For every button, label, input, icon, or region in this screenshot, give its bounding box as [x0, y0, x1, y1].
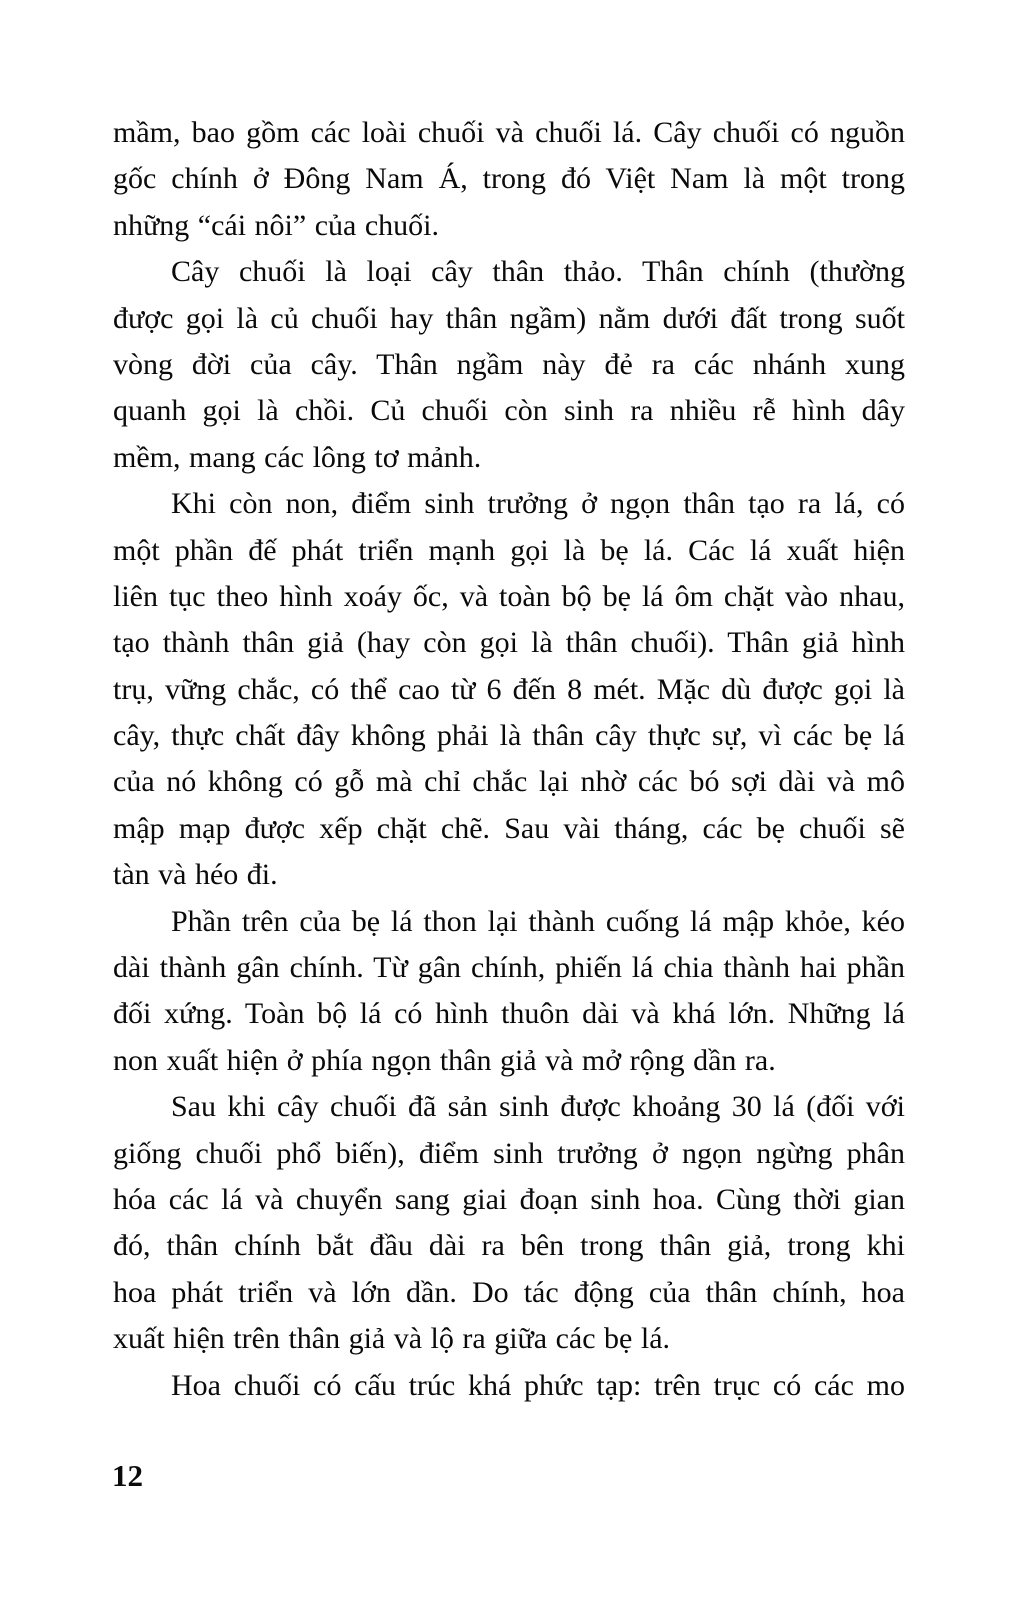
text-line: Cây chuối là loại cây thân thảo. Thân chính (thường	[171, 255, 905, 289]
page-number: 12	[112, 1458, 143, 1493]
text-line: vòng đời của cây. Thân ngầm này đẻ ra các nhánh xung	[113, 347, 905, 381]
text-line: tạo thành thân giả (hay còn gọi là thân chuối). Thân giả hình	[113, 626, 905, 660]
text-line: mập mạp được xếp chặt chẽ. Sau vài tháng, các bẹ chuối sẽ	[113, 811, 905, 845]
body-text	[113, 110, 905, 1409]
text-line: liên tục theo hình xoáy ốc, và toàn bộ bẹ lá ôm chặt vào nhau,	[113, 579, 905, 613]
text-line: cây, thực chất đây không phải là thân cây thực sự, vì các bẹ lá	[113, 719, 905, 753]
text-line: Phần trên của bẹ lá thon lại thành cuống lá mập khỏe, kéo	[171, 904, 905, 938]
text-line: một phần đế phát triển mạnh gọi là bẹ lá. Các lá xuất hiện	[113, 533, 905, 567]
text-line: Khi còn non, điểm sinh trưởng ở ngọn thân tạo ra lá, có	[171, 487, 905, 521]
text-line: đó, thân chính bắt đầu dài ra bên trong thân giả, trong khi	[113, 1229, 905, 1263]
text-line: giống chuối phổ biến), điểm sinh trưởng ở ngọn ngừng phân	[113, 1136, 905, 1170]
text-line: hóa các lá và chuyển sang giai đoạn sinh hoa. Cùng thời gian	[113, 1182, 905, 1216]
text-line: trụ, vững chắc, có thể cao từ 6 đến 8 mét. Mặc dù được gọi là	[113, 672, 905, 706]
text-line: của nó không có gỗ mà chỉ chắc lại nhờ các bó sợi dài và mô	[113, 765, 905, 799]
text-line: mầm, bao gồm các loài chuối và chuối lá. Cây chuối có nguồn	[113, 116, 905, 149]
text-line: non xuất hiện ở phía ngọn thân giả và mở rộng dần ra.	[113, 1043, 776, 1077]
text-line: Sau khi cây chuối đã sản sinh được khoảng 30 lá (đối với	[171, 1090, 905, 1124]
text-line: tàn và héo đi.	[113, 858, 278, 892]
text-line: đối xứng. Toàn bộ lá có hình thuôn dài và khá lớn. Những lá	[113, 997, 905, 1031]
text-line: dài thành gân chính. Từ gân chính, phiến lá chia thành hai phần	[113, 951, 905, 985]
text-line: những “cái nôi” của chuối.	[113, 208, 439, 242]
text-line: hoa phát triển và lớn dần. Do tác động của thân chính, hoa	[113, 1275, 905, 1309]
text-line: gốc chính ở Đông Nam Á, trong đó Việt Nam là một trong	[113, 162, 905, 196]
text-line: mềm, mang các lông tơ mảnh.	[113, 440, 482, 474]
text-line: Hoa chuối có cấu trúc khá phức tạp: trên trục có các mo	[171, 1368, 905, 1402]
text-line: xuất hiện trên thân giả và lộ ra giữa các bẹ lá.	[113, 1322, 671, 1356]
text-line: được gọi là củ chuối hay thân ngầm) nằm dưới đất trong suốt	[113, 301, 905, 335]
text-line: quanh gọi là chồi. Củ chuối còn sinh ra nhiều rễ hình dây	[113, 394, 905, 428]
